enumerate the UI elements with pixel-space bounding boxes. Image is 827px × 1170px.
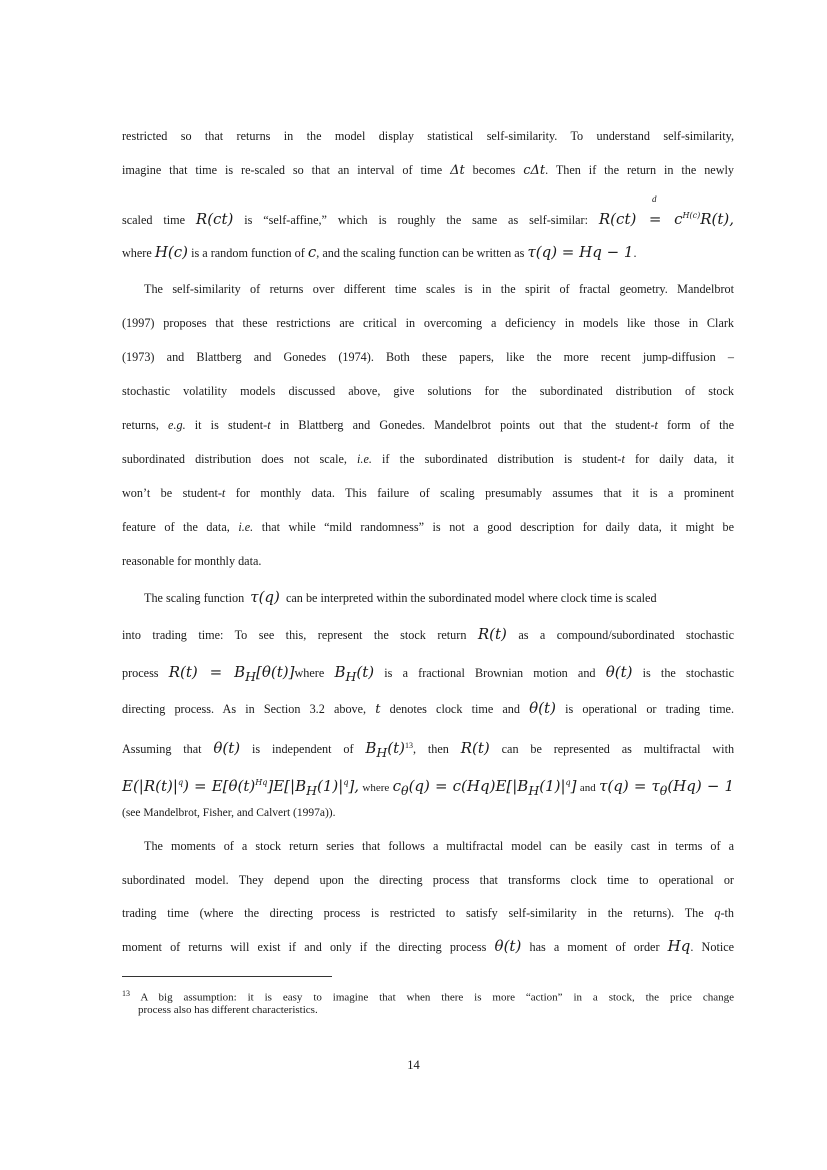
text-span: won’t be student- [122, 486, 222, 500]
math-span: τ(q) = Hq − 1 [527, 243, 634, 261]
math-span: R(t) [477, 625, 507, 643]
text-span: is “self-affine,” which is roughly the same as self-similar: [244, 213, 588, 227]
text-line [122, 698, 734, 720]
text-span: , then [413, 742, 449, 757]
text-span: is independent of [252, 742, 354, 757]
math-span: (1)| [539, 777, 566, 795]
math-span: ] [570, 777, 577, 795]
text-line [122, 451, 734, 467]
text-span: that while “mild randomness” is not a good description for daily data, it might be [261, 520, 735, 534]
text-span: t [221, 486, 226, 500]
text-span: for monthly data. This failure of scaling presumably assumes that it is a prominent [235, 486, 735, 500]
text-span: it is student- [194, 418, 268, 432]
math-span: θ(t) [605, 663, 633, 681]
text-span: into trading time: To see this, represent the stock return [122, 628, 467, 642]
text-span: t [621, 452, 625, 466]
text-span: reasonable for monthly data. [122, 554, 262, 568]
text-span: in Blattberg and Gonedes. Mandelbrot points out that the student- [279, 418, 655, 432]
math-span: ], [348, 777, 360, 795]
text-span: e.g. [168, 418, 186, 432]
text-span: form of the [667, 418, 735, 432]
math-sub: H [345, 669, 357, 684]
footnote-line [138, 1002, 750, 1018]
text-span: scaled time [122, 213, 186, 227]
text-span: for daily data, it [634, 452, 734, 466]
math-sup: H(c) [682, 211, 701, 220]
math-sup: q [565, 778, 571, 787]
math-span: B [334, 663, 346, 681]
math-span: (t) [356, 663, 375, 681]
text-span: can be represented as multifractal with [501, 742, 735, 757]
footnote-text: process also has different characteristics. [138, 1004, 318, 1016]
math-span: Hq [667, 937, 691, 955]
math-sup: q [177, 778, 184, 787]
text-span: The self-similarity of returns over different time scales is in the spirit of fractal geometry. Mandelbrot [144, 282, 734, 296]
footnote-rule [122, 976, 332, 977]
text-line [122, 417, 734, 433]
text-span: The scaling function [144, 591, 245, 605]
math-span: H(c) [154, 243, 189, 261]
text-line [122, 872, 734, 888]
footnote-ref[interactable]: 13 [405, 741, 414, 750]
text-span: as a compound/subordinated stochastic [518, 628, 735, 642]
text-span: trading time (where the directing process is restricted to satisfy self-similarity in the returns). The [122, 906, 704, 920]
footnote-mark: 13 [122, 989, 130, 998]
text-span: Assuming that [122, 742, 202, 757]
text-span: stochastic volatility models discussed above, give solutions for the subordinated distribution of stock [122, 384, 734, 398]
math-span: B [365, 739, 377, 758]
text-span: . Notice [690, 940, 735, 954]
text-span: subordinated model. They depend upon the directing process that transforms clock time to operational or [122, 873, 734, 887]
math-span: τ(q) [250, 588, 280, 606]
text-span: t [267, 418, 271, 432]
text-span: where [122, 246, 152, 260]
text-line [122, 281, 734, 297]
text-span: i.e. [238, 520, 254, 534]
text-span: . [633, 246, 637, 260]
math-sup: Hq [255, 778, 268, 787]
text-line [122, 485, 734, 501]
math-span: (q) = c(Hq)E[|B [408, 777, 529, 795]
math-span: c [392, 777, 402, 795]
text-span: where [362, 782, 390, 794]
text-span: , and the scaling function can be written as [316, 246, 525, 260]
math-span: (1)| [317, 777, 344, 795]
math-mark: d [652, 194, 657, 204]
text-line [122, 805, 734, 821]
text-span: t [654, 418, 658, 432]
text-span: q [714, 906, 721, 920]
text-span: is a fractional Brownian motion and [384, 666, 596, 680]
math-span: ) = E[θ(t) [183, 777, 256, 795]
text-span: (1973) and Blattberg and Gonedes (1974). Both these papers, like the more recent jump-diffusion – [122, 350, 734, 364]
math-span: R(ct) [195, 210, 234, 228]
math-span: (Hq) − 1 [667, 777, 735, 795]
equation-line [122, 772, 734, 802]
text-span: (1997) proposes that these restrictions are critical in overcoming a deficiency in models like those in Clark [122, 316, 734, 330]
text-span: . Then if the return in the newly [545, 163, 734, 177]
text-span: is the stochastic [642, 666, 735, 680]
text-span: restricted so that returns in the model display statistical self-similarity. To understand self-similarity, [122, 129, 734, 143]
math-sup: q [343, 778, 349, 787]
text-span: -th [720, 906, 734, 920]
text-span: can be interpreted within the subordinated model where clock time is scaled [285, 591, 657, 605]
math-sub: H [376, 745, 388, 761]
math-span: R(t) [460, 739, 490, 758]
text-line [122, 553, 734, 569]
text-span: becomes [472, 163, 516, 177]
page-number: 14 [407, 1058, 420, 1072]
text-line [122, 936, 734, 957]
text-span: returns, [122, 418, 159, 432]
text-span: subordinated distribution does not scale, [122, 452, 347, 466]
math-span: t [375, 702, 381, 717]
text-line [122, 206, 734, 230]
text-line [122, 315, 734, 331]
text-span: where [294, 666, 325, 680]
text-line [122, 905, 734, 921]
text-span: process [122, 666, 159, 680]
text-span: is a random function of [191, 246, 305, 260]
text-span: directing process. As in Section 3.2 above, [122, 702, 367, 716]
text-line [122, 587, 734, 608]
text-line [122, 128, 734, 144]
math-sub: θ [659, 783, 668, 798]
text-span: has a moment of order [529, 940, 660, 954]
math-span: R(t), [700, 210, 735, 228]
text-span: if the subordinated distribution is student- [382, 452, 622, 466]
text-line [122, 519, 734, 535]
text-span: i.e. [357, 452, 372, 466]
text-span: The moments of a stock return series that follows a multifractal model can be easily cast in terms of a [144, 839, 734, 853]
text-span: is operational or trading time. [565, 702, 735, 716]
math-span: θ(t) [529, 699, 556, 717]
math-span: [θ(t)] [256, 663, 295, 681]
text-line [122, 162, 734, 179]
math-sub: H [245, 669, 257, 684]
math-sub: θ [401, 783, 409, 798]
math-span: (t) [387, 739, 406, 758]
text-span: (see Mandelbrot, Fisher, and Calvert (1997a)). [122, 807, 336, 819]
text-line [122, 242, 734, 263]
text-line [122, 838, 734, 854]
text-span: moment of returns will exist if and only if the directing process [122, 940, 487, 954]
math-span: τ(q) = τ [599, 777, 660, 795]
text-line [122, 383, 734, 399]
text-span: denotes clock time and [389, 702, 520, 716]
math-span: R(t) = B [168, 663, 246, 681]
text-span: and [579, 782, 596, 794]
math-span: c [307, 243, 317, 261]
math-span: ]E[|B [267, 777, 307, 795]
math-span: R(ct) = c [598, 210, 683, 228]
text-line [122, 736, 734, 763]
text-span: imagine that time is re-scaled so that an interval of time [122, 163, 443, 177]
math-span: Δt [450, 163, 465, 178]
text-line [122, 662, 734, 687]
math-span: cΔt [523, 163, 546, 178]
text-span: feature of the data, [122, 520, 230, 534]
text-line [122, 349, 734, 365]
math-sub: H [528, 783, 540, 798]
text-line [122, 624, 734, 645]
math-span: θ(t) [494, 937, 522, 955]
footnote-text: A big assumption: it is easy to imagine that when there is more “action” in a stock, the price change [140, 991, 734, 1004]
math-sub: H [306, 783, 318, 798]
math-span: θ(t) [213, 739, 241, 758]
math-span: E(|R(t)| [122, 777, 178, 795]
